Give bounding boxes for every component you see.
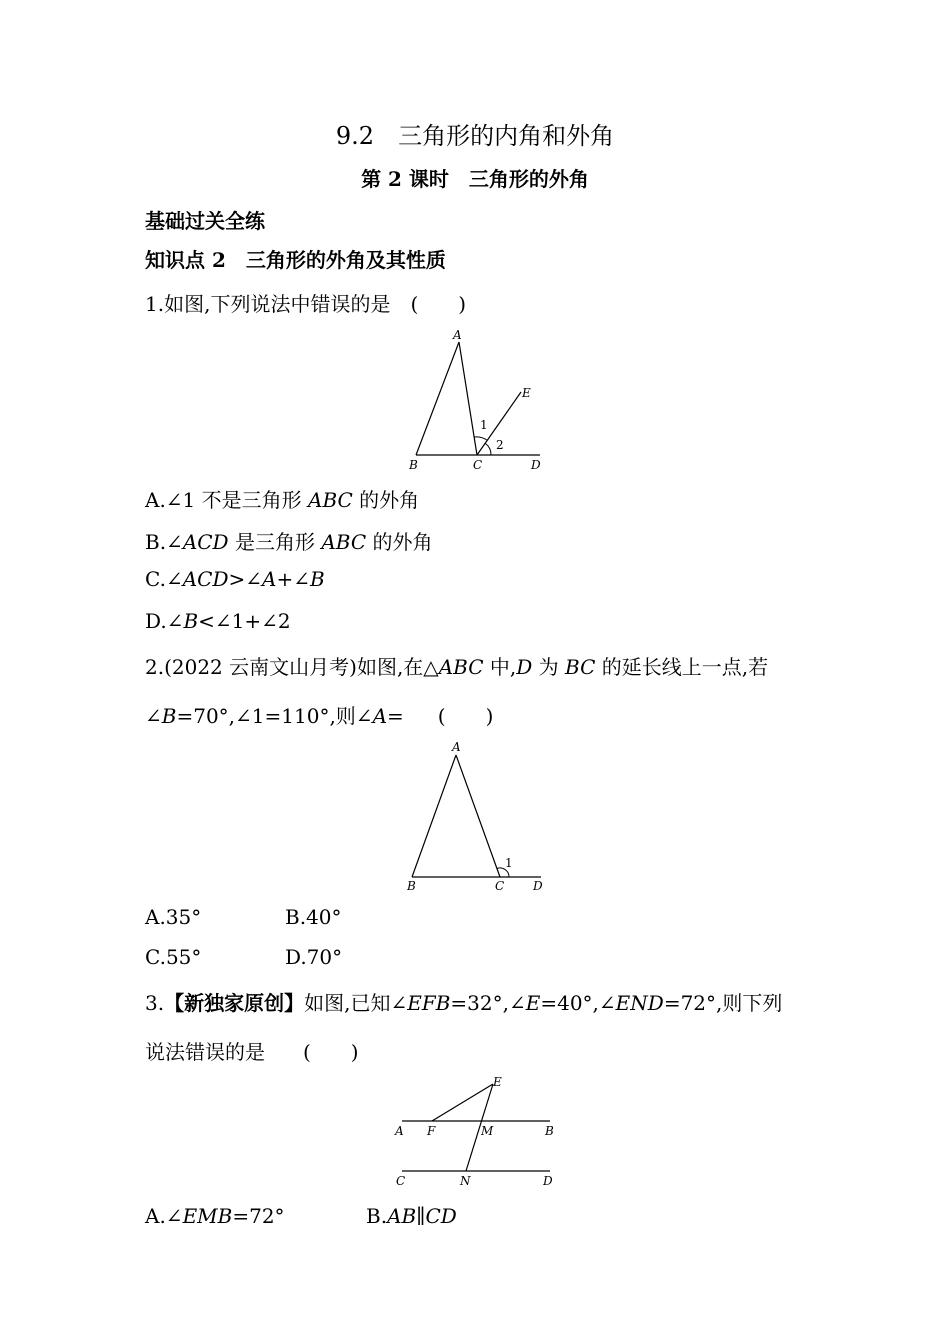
- q3-stem-line1: 3.【新独家原创】如图,已知∠EFB=32°,∠E=40°,∠END=72°,则下列: [145, 991, 783, 1015]
- section-heading: 基础过关全练: [145, 209, 265, 233]
- q3-label-f: F: [427, 1124, 436, 1138]
- q2-option-a[interactable]: A.35°: [145, 905, 202, 929]
- q1-label-b: B: [409, 458, 418, 472]
- q1-label-d: D: [531, 458, 541, 472]
- q3-label-n: N: [460, 1174, 471, 1188]
- q1-angle1-arc: [474, 437, 487, 441]
- q2-stem-line2: ∠B=70°,∠1=110°,则∠A= ( ): [145, 704, 494, 728]
- q3-label-a: A: [395, 1124, 404, 1138]
- q3-label-d: D: [543, 1174, 553, 1188]
- q1-label-c: C: [473, 458, 483, 472]
- q2-option-d[interactable]: D.70°: [285, 945, 343, 969]
- q3-original-tag: 【新独家原创】: [164, 991, 305, 1015]
- q2-label-d: D: [533, 879, 543, 893]
- q1-option-a[interactable]: A.∠1 不是三角形 ABC 的外角: [145, 488, 420, 512]
- q2-line-ab: [412, 755, 456, 877]
- q1-option-b[interactable]: B.∠ACD 是三角形 ABC 的外角: [145, 530, 433, 554]
- q1-label-a: A: [453, 328, 462, 342]
- q3-stem-line2: 说法错误的是 ( ): [145, 1040, 359, 1064]
- q2-line-ac: [456, 755, 500, 877]
- q3-option-b[interactable]: B.AB∥CD: [366, 1204, 457, 1228]
- q1-answer-paren: ( ): [410, 292, 467, 316]
- q3-label-b: B: [545, 1124, 554, 1138]
- q3-option-a[interactable]: A.∠EMB=72°: [145, 1204, 285, 1228]
- q2-label-1: 1: [505, 856, 513, 870]
- q2-label-a: A: [452, 740, 461, 754]
- q2-label-c: C: [495, 879, 505, 893]
- page-title: 9.2 三角形的内角和外角: [335, 122, 615, 150]
- q1-angle2-arc: [486, 444, 492, 456]
- q1-label-1: 1: [480, 418, 488, 432]
- q2-figure: [400, 738, 560, 898]
- q1-stem: 1.如图,下列说法中错误的是 ( ): [145, 292, 467, 316]
- q1-label-e: E: [522, 386, 531, 400]
- q3-answer-paren: ( ): [303, 1040, 359, 1064]
- q1-figure: [400, 325, 560, 475]
- lesson-subtitle: 第 2 课时 三角形的外角: [361, 167, 589, 191]
- q1-label-2: 2: [496, 438, 504, 452]
- knowledge-point-heading: 知识点 2 三角形的外角及其性质: [145, 248, 446, 272]
- q2-stem-line1: 2.(2022 云南文山月考)如图,在△ABC 中,D 为 BC 的延长线上一点,若: [145, 655, 769, 679]
- q3-figure: [390, 1073, 570, 1193]
- q2-label-b: B: [407, 879, 416, 893]
- q2-option-c[interactable]: C.55°: [145, 945, 202, 969]
- q1-option-c[interactable]: C.∠ACD>∠A+∠B: [145, 567, 325, 591]
- q3-label-e: E: [493, 1075, 502, 1089]
- q2-answer-paren: ( ): [437, 704, 494, 728]
- q1-line-ac: [459, 342, 477, 455]
- q1-option-d[interactable]: D.∠B<∠1+∠2: [145, 609, 291, 633]
- q3-label-m: M: [481, 1124, 494, 1138]
- q1-line-ab: [416, 342, 459, 455]
- q3-label-c: C: [396, 1174, 406, 1188]
- q2-option-b[interactable]: B.40°: [285, 905, 342, 929]
